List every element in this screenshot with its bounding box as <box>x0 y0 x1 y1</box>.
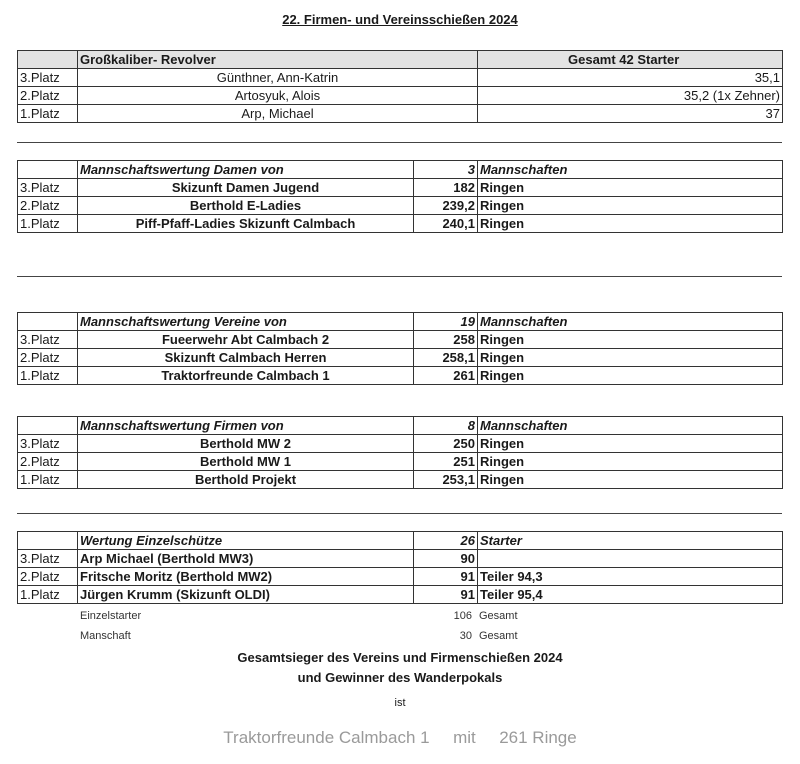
team-cell: Piff-Pfaff-Ladies Skizunft Calmbach <box>78 215 414 233</box>
separator-line <box>17 513 782 514</box>
team-cell: Berthold Projekt <box>78 471 414 489</box>
table-header-row <box>18 161 783 179</box>
mannschaft-unit: Gesamt <box>479 630 518 642</box>
vereine-header-count: 19 <box>414 313 478 331</box>
place-cell: 2.Platz <box>18 87 78 105</box>
table-row <box>18 69 783 87</box>
shooter-cell: Fritsche Moritz (Berthold MW2) <box>78 568 414 586</box>
einzel-header-unit: Starter <box>478 532 783 550</box>
table-row <box>18 568 783 586</box>
einzel-header-name: Wertung Einzelschütze <box>78 532 414 550</box>
result-cell: 37 <box>478 105 783 123</box>
firmen-header-unit: Mannschaften <box>478 417 783 435</box>
separator-line <box>17 276 782 277</box>
value-cell: 258 <box>414 331 478 349</box>
einzelstarter-label: Einzelstarter <box>80 610 142 622</box>
result-cell: 35,1 <box>478 69 783 87</box>
place-cell: 3.Platz <box>18 331 78 349</box>
extra-cell <box>478 550 783 568</box>
place-cell: 3.Platz <box>18 550 78 568</box>
team-cell: Skizunft Calmbach Herren <box>78 349 414 367</box>
table-row <box>18 435 783 453</box>
value-cell: 240,1 <box>414 215 478 233</box>
place-cell: 3.Platz <box>18 69 78 87</box>
extra-cell: Teiler 95,4 <box>478 586 783 604</box>
team-cell: Fueerwehr Abt Calmbach 2 <box>78 331 414 349</box>
value-cell: 250 <box>414 435 478 453</box>
revolver-table <box>17 50 783 123</box>
header-place-cell <box>18 51 78 69</box>
team-cell: Traktorfreunde Calmbach 1 <box>78 367 414 385</box>
table-header-row <box>18 417 783 435</box>
separator-line <box>17 142 782 143</box>
place-cell: 2.Platz <box>18 453 78 471</box>
header-place-cell <box>18 313 78 331</box>
value-cell: 91 <box>414 568 478 586</box>
place-cell: 1.Platz <box>18 105 78 123</box>
firmen-header-count: 8 <box>414 417 478 435</box>
vereine-header-unit: Mannschaften <box>478 313 783 331</box>
winner-score: 261 Ringe <box>499 728 577 747</box>
vereine-header-name: Mannschaftswertung Vereine von <box>78 313 414 331</box>
place-cell: 3.Platz <box>18 179 78 197</box>
einzel-header-count: 26 <box>414 532 478 550</box>
value-cell: 90 <box>414 550 478 568</box>
unit-cell: Ringen <box>478 179 783 197</box>
damen-header-name: Mannschaftswertung Damen von <box>78 161 414 179</box>
extra-cell: Teiler 94,3 <box>478 568 783 586</box>
winner-line-2: und Gewinner des Wanderpokals <box>297 670 503 685</box>
table-row <box>18 550 783 568</box>
value-cell: 91 <box>414 586 478 604</box>
team-cell: Berthold E-Ladies <box>78 197 414 215</box>
einzelstarter-value: 106 <box>453 610 472 622</box>
header-place-cell <box>18 532 78 550</box>
mannschaft-value: 30 <box>459 630 472 642</box>
einzel-table <box>17 531 783 604</box>
header-place-cell <box>18 161 78 179</box>
place-cell: 1.Platz <box>18 367 78 385</box>
value-cell: 261 <box>414 367 478 385</box>
winner-team: Traktorfreunde Calmbach 1 <box>223 728 430 747</box>
name-cell: Günthner, Ann-Katrin <box>78 69 478 87</box>
team-cell: Skizunft Damen Jugend <box>78 179 414 197</box>
unit-cell: Ringen <box>478 367 783 385</box>
shooter-cell: Arp Michael (Berthold MW3) <box>78 550 414 568</box>
table-row <box>18 453 783 471</box>
winner-line-3: ist <box>394 697 406 709</box>
table-row <box>18 179 783 197</box>
table-header-row <box>18 313 783 331</box>
result-cell: 35,2 (1x Zehner) <box>478 87 783 105</box>
damen-header-count: 3 <box>414 161 478 179</box>
shooter-cell: Jürgen Krumm (Skizunft OLDI) <box>78 586 414 604</box>
table-row <box>18 349 783 367</box>
unit-cell: Ringen <box>478 435 783 453</box>
table-row <box>18 367 783 385</box>
place-cell: 3.Platz <box>18 435 78 453</box>
table-row <box>18 87 783 105</box>
header-place-cell <box>18 417 78 435</box>
table-row <box>18 215 783 233</box>
mannschaft-label: Manschaft <box>80 630 131 642</box>
table-header-row <box>18 532 783 550</box>
winner-line-1: Gesamtsieger des Vereins und Firmenschießen 2024 <box>237 650 563 665</box>
revolver-header-name: Großkaliber- Revolver <box>78 51 478 69</box>
value-cell: 258,1 <box>414 349 478 367</box>
unit-cell: Ringen <box>478 197 783 215</box>
table-header-row <box>18 51 783 69</box>
place-cell: 2.Platz <box>18 197 78 215</box>
vereine-table <box>17 312 783 385</box>
place-cell: 1.Platz <box>18 215 78 233</box>
table-row <box>18 471 783 489</box>
value-cell: 182 <box>414 179 478 197</box>
name-cell: Arp, Michael <box>78 105 478 123</box>
place-cell: 2.Platz <box>18 568 78 586</box>
table-row <box>18 331 783 349</box>
winner-mit: mit <box>453 728 476 747</box>
firmen-table <box>17 416 783 489</box>
page-title: 22. Firmen- und Vereinsschießen 2024 <box>282 12 518 27</box>
value-cell: 251 <box>414 453 478 471</box>
unit-cell: Ringen <box>478 215 783 233</box>
einzelstarter-unit: Gesamt <box>479 610 518 622</box>
table-row <box>18 197 783 215</box>
place-cell: 2.Platz <box>18 349 78 367</box>
value-cell: 253,1 <box>414 471 478 489</box>
table-row <box>18 586 783 604</box>
place-cell: 1.Platz <box>18 586 78 604</box>
damen-table <box>17 160 783 233</box>
unit-cell: Ringen <box>478 471 783 489</box>
team-cell: Berthold MW 1 <box>78 453 414 471</box>
value-cell: 239,2 <box>414 197 478 215</box>
unit-cell: Ringen <box>478 331 783 349</box>
table-row <box>18 105 783 123</box>
unit-cell: Ringen <box>478 349 783 367</box>
unit-cell: Ringen <box>478 453 783 471</box>
winner-announcement <box>0 728 800 748</box>
name-cell: Artosyuk, Alois <box>78 87 478 105</box>
damen-header-unit: Mannschaften <box>478 161 783 179</box>
place-cell: 1.Platz <box>18 471 78 489</box>
firmen-header-name: Mannschaftswertung Firmen von <box>78 417 414 435</box>
revolver-header-total: Gesamt 42 Starter <box>478 51 783 69</box>
team-cell: Berthold MW 2 <box>78 435 414 453</box>
